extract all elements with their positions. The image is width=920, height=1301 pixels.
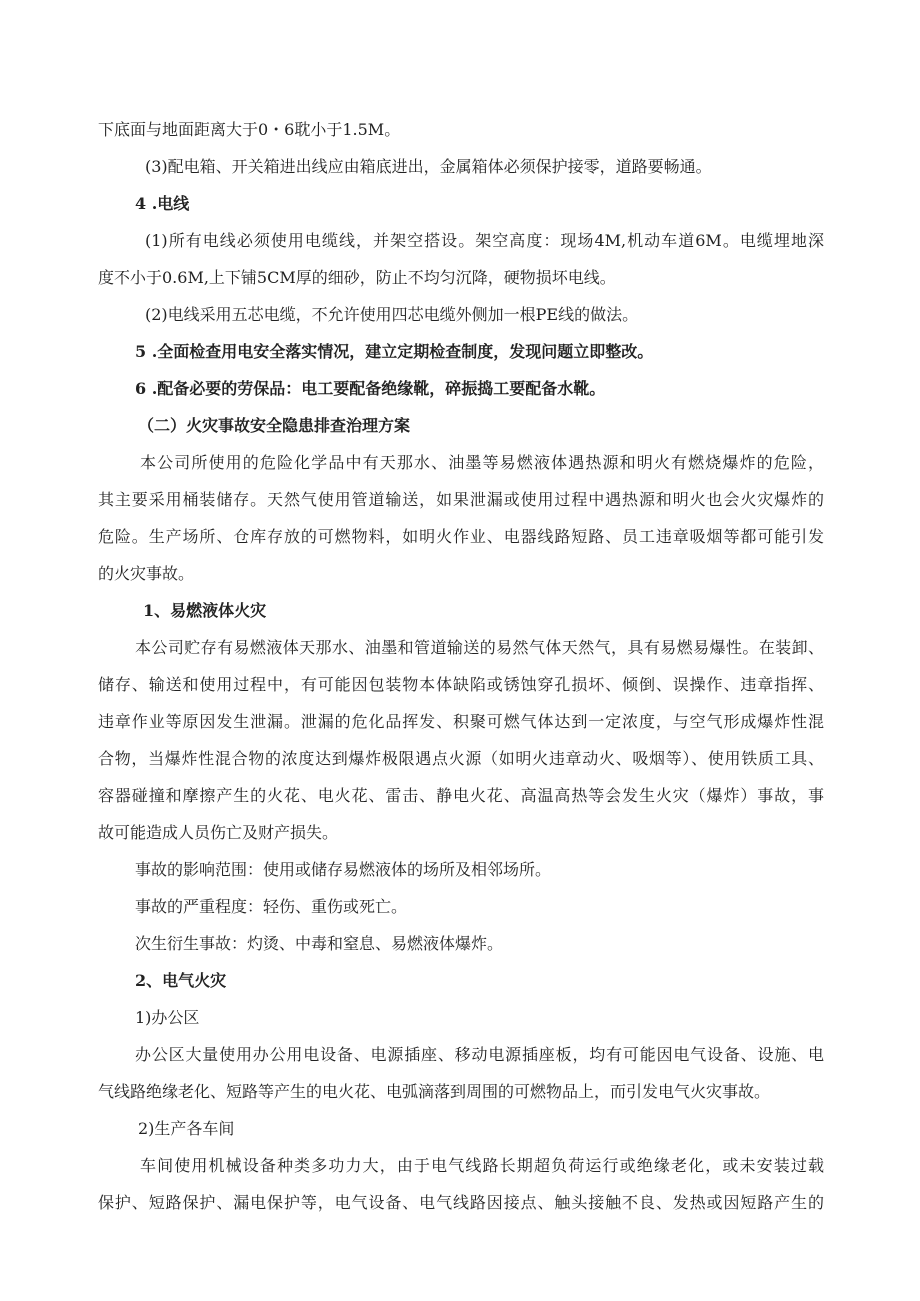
text-line-content: 故可能造成人员伤亡及财产损失。 <box>98 823 339 842</box>
text-line-content: 1)办公区 <box>135 1008 200 1027</box>
text-line <box>98 370 824 407</box>
text-line <box>98 148 824 185</box>
text-line <box>98 333 824 370</box>
text-line-content: 办公区大量使用办公用电设备、电源插座、移动电源插座板，均有可能因电气设备、设施、电 <box>135 1045 824 1064</box>
text-line <box>98 222 824 259</box>
text-line-content: 4 .电线 <box>135 194 190 213</box>
text-line-content: 事故的严重程度：轻伤、重伤或死亡。 <box>135 897 408 916</box>
text-line <box>98 888 824 925</box>
text-line <box>98 851 824 888</box>
text-line-content: 的火灾事故。 <box>98 564 195 583</box>
text-line <box>98 999 824 1036</box>
text-line-content: 储存、输送和使用过程中，有可能因包装物本体缺陷或锈蚀穿孔损坏、倾倒、误操作、违章指挥、 <box>98 675 824 694</box>
text-line-content: 度不小于0.6M,上下铺5CM厚的细砂，防止不均匀沉降，硬物损坏电线。 <box>98 268 616 287</box>
text-line-content: (1)所有电线必须使用电缆线，并架空搭设。架空高度：现场4M,机动车道6M。电缆埋地深 <box>145 231 824 250</box>
text-line-content: 本公司贮存有易燃液体天那水、油墨和管道输送的易然气体天然气，具有易燃易爆性。在装卸、 <box>135 638 824 657</box>
text-line-content: 6 .配备必要的劳保品：电工要配备绝缘靴，碎振捣工要配备水靴。 <box>135 379 606 398</box>
text-line <box>98 111 824 148</box>
text-line-content: 本公司所使用的危险化学品中有天那水、油墨等易燃液体遇热源和明火有燃烧爆炸的危险， <box>140 453 824 472</box>
text-line-content: 5 .全面检查用电安全落实情况，建立定期检查制度，发现问题立即整改。 <box>135 342 654 361</box>
text-line <box>98 407 824 444</box>
text-line <box>98 518 824 555</box>
text-line <box>98 185 824 222</box>
text-line-content: 危险。生产场所、仓库存放的可燃物料，如明火作业、电器线路短路、员工违章吸烟等都可能引发 <box>98 527 824 546</box>
text-line <box>98 1036 824 1073</box>
text-line <box>98 1147 824 1184</box>
text-line-content: 车间使用机械设备种类多功力大，由于电气线路长期超负荷运行或绝缘老化，或未安装过载 <box>140 1156 824 1175</box>
text-line-content: (3)配电箱、开关箱进出线应由箱底进出，金属箱体必须保护接零，道路要畅通。 <box>145 157 712 176</box>
text-line-content: 2)生产各车间 <box>138 1119 235 1138</box>
text-line <box>98 555 824 592</box>
text-line-content: 2、电气火灾 <box>135 971 227 990</box>
text-line-content: (2)电线采用五芯电缆，不允许使用四芯电缆外侧加一根PE线的做法。 <box>145 305 639 324</box>
text-line <box>98 444 824 481</box>
text-line-content: 次生衍生事故：灼烫、中毒和窒息、易燃液体爆炸。 <box>135 934 504 953</box>
text-line <box>98 1184 824 1221</box>
text-line <box>98 1073 824 1110</box>
text-line-content: 保护、短路保护、漏电保护等，电气设备、电气线路因接点、触头接触不良、发热或因短路产生的 <box>98 1193 824 1212</box>
text-line <box>98 962 824 999</box>
text-line <box>98 925 824 962</box>
text-line <box>98 777 824 814</box>
text-line <box>98 740 824 777</box>
text-line-content: 事故的影响范围：使用或储存易燃液体的场所及相邻场所。 <box>135 860 552 879</box>
text-line <box>98 1110 824 1147</box>
text-line <box>98 703 824 740</box>
text-line <box>98 814 824 851</box>
text-line-content: 气线路绝缘老化、短路等产生的电火花、电弧滴落到周围的可燃物品上，而引发电气火灾事故。 <box>98 1082 771 1101</box>
text-line <box>98 259 824 296</box>
text-line <box>98 666 824 703</box>
text-line <box>98 592 824 629</box>
text-line-content: （二）火灾事故安全隐患排查治理方案 <box>138 416 411 435</box>
text-line-content: 容器碰撞和摩擦产生的火花、电火花、雷击、静电火花、高温高热等会发生火灾（爆炸）事故，事 <box>98 786 824 805</box>
text-line-content: 违章作业等原因发生泄漏。泄漏的危化品挥发、积聚可燃气体达到一定浓度，与空气形成爆炸性混 <box>98 712 824 731</box>
text-line <box>98 481 824 518</box>
text-line-content: 合物，当爆炸性混合物的浓度达到爆炸极限遇点火源（如明火违章动火、吸烟等）、使用铁质工具、 <box>98 749 824 768</box>
text-line-content: 其主要采用桶装储存。天然气使用管道输送，如果泄漏或使用过程中遇热源和明火也会火灾爆炸的 <box>98 490 824 509</box>
text-line <box>98 296 824 333</box>
text-line-content: 下底面与地面距离大于0・6耽小于1.5M。 <box>98 120 401 139</box>
text-line-content: 1、易燃液体火灾 <box>143 601 267 620</box>
text-line <box>98 629 824 666</box>
